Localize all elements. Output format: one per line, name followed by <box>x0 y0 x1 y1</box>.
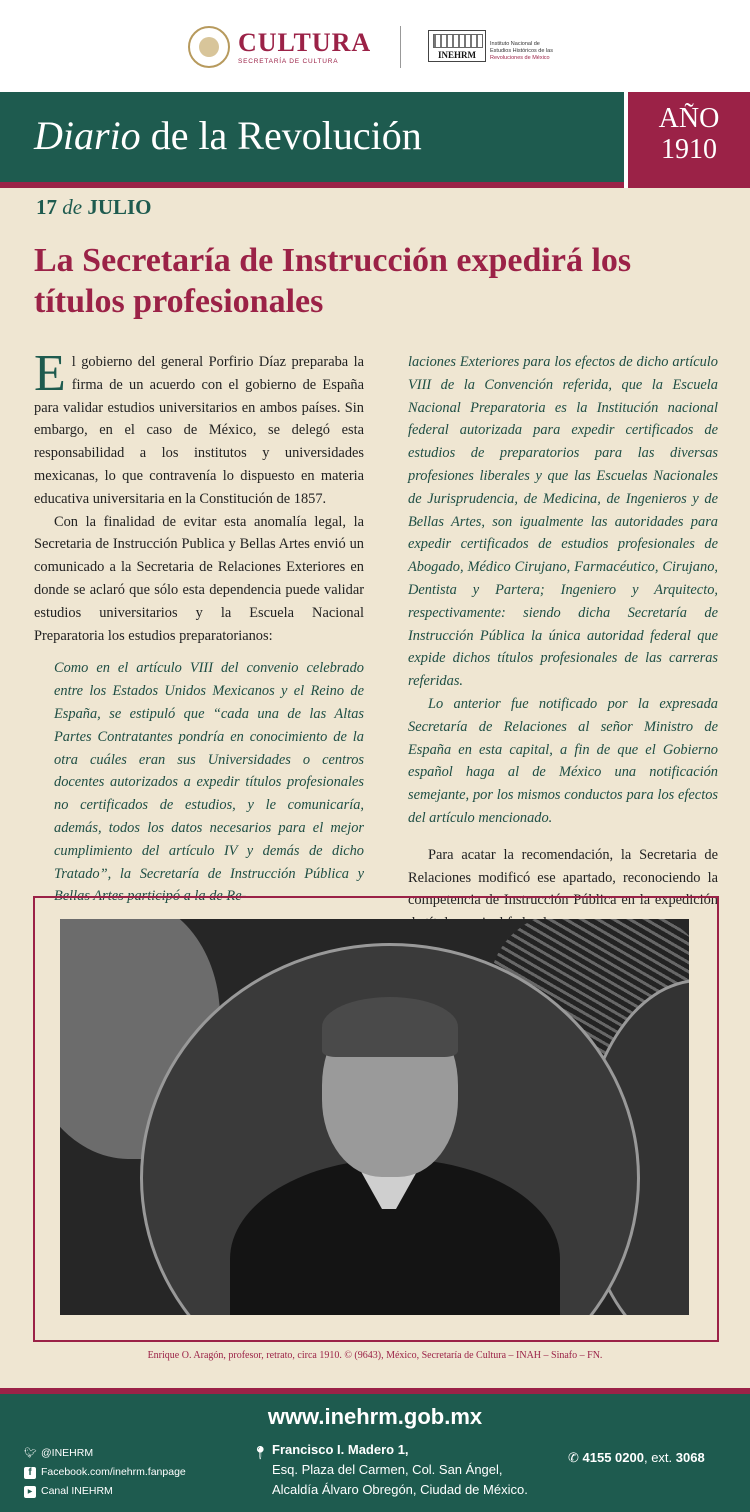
quote-block-1: Como en el artículo VIII del convenio celebrado entre los Estados Unidos Mexicanos y el Reino de España, se estipuló que “cada una de las Altas Partes Contratantes pondría en conocimiento de la otra cuáles eran sus Universidades o centros docentes autorizados a expedir títulos profesionales no certificados de estudios, y le comunicaría, además, todos los datos necesarios para el mejor cumplimiento del artículo IV y demás de dicho Tratado”, la Secretaría de Instrucción Pública y Bellas Artes participó a la de Re- <box>54 660 364 905</box>
inehrm-acronym: INEHRM <box>438 50 476 60</box>
location-pin-icon: 📍︎ <box>252 1445 269 1460</box>
paragraph-3: Para acatar la recomendación, la Secretaria de Relaciones modificó ese apartado, reconociendo la competencia de Instrucción Pública en la expedición <box>408 846 718 909</box>
article-headline: La Secretaría de Instrucción expedirá los títulos profesionales <box>34 242 632 320</box>
quote-block-2: laciones Exteriores para los efectos de dicho artículo VIII de la Convención referida, que la Escuela Nacional Preparatoria es la Institución nacional federal autorizada para expedir certificados de estudios de preparatorios para las diversas profesiones liberales y que las Escuelas Nacionales de Jurisprudencia, de Medicina, de Ingenieros y de Bellas Artes, son igualmente las autoridades para expedir certificados de estudios profesionales de Abogado, Médico Cirujano, Farmacéutico, Cirujano, Dentista y Partera; Ingeniero y Arquitecto, respectivamente: siendo dicha Secretaría de Instrucción Pública la única autoridad federal que expide dichos títulos profesionales de las carreras referidas. <box>408 354 718 690</box>
inehrm-building-icon <box>428 30 486 62</box>
year-label: AÑO <box>658 103 720 134</box>
year-value: 1910 <box>661 134 717 165</box>
facebook-link[interactable]: f Facebook.com/inehrm.fanpage <box>24 1463 186 1482</box>
year-badge <box>624 92 750 188</box>
cultura-subtitle: SECRETARÍA DE CULTURA <box>238 57 339 65</box>
paragraph-2: Con la finalidad de evitar esta anomalía legal, la Secretaria de Instrucción Publica y Bellas Artes envió un comunicado a la Secretaria de Relaciones Exteriores en donde se aclaró que sólo esta dependencia puede validar estudios universitarios y la Escuela Nacional Preparatoria los estudios preparatorianos: <box>34 513 364 644</box>
publication-title: Diario de la Revolución <box>34 113 422 158</box>
cultura-logo[interactable] <box>188 26 371 68</box>
twitter-icon: 🐦︎ <box>24 1447 37 1459</box>
drop-cap: E <box>34 345 66 402</box>
facebook-icon: f <box>24 1467 36 1479</box>
youtube-icon: ▶ <box>24 1486 36 1498</box>
portrait-photo <box>60 919 689 1315</box>
website-link[interactable]: www.inehrm.gob.mx <box>267 1404 483 1429</box>
logo-divider <box>400 26 401 68</box>
eagle-emblem-icon <box>188 26 230 68</box>
article-column-left <box>34 345 364 908</box>
article-date: 17 de JULIO <box>36 195 152 219</box>
social-links <box>24 1444 186 1501</box>
top-header <box>0 0 750 92</box>
paragraph-1: El gobierno del general Porfirio Díaz preparaba la firma de un acuerdo con el gobierno de España para validar estudios universitarios en ambos países. Sin embargo, en el caso de México, se delegó esta responsabilidad a los institutos y universidades mexicanas, lo que contravenía lo dispuesto en materia educativa universitaria en la Constitución de 1857. <box>34 345 364 507</box>
cultura-wordmark: CULTURA <box>238 27 372 57</box>
photo-caption: Enrique O. Aragón, profesor, retrato, circa 1910. © (9643), México, Secretaría de Cultura – INAH – Sinafo – FN. <box>147 1350 603 1361</box>
inehrm-fullname: Instituto Nacional de Estudios Históricos de las Revoluciones de México <box>490 41 553 61</box>
inehrm-logo[interactable] <box>428 30 553 62</box>
twitter-link[interactable]: 🐦︎ @INEHRM <box>24 1447 94 1459</box>
phone-icon: ✆ <box>568 1450 583 1465</box>
article-column-right <box>408 351 718 935</box>
youtube-link[interactable]: ▶ Canal INEHRM <box>24 1482 186 1501</box>
phone-number[interactable]: ✆ 4155 0200, ext. 3068 <box>568 1450 705 1465</box>
address: 📍︎ Francisco I. Madero 1, Esq. Plaza del Carmen, Col. San Ángel, Alcaldía Álvaro Obregón, Ciudad de México. <box>252 1442 528 1497</box>
quote-block-3: Lo anterior fue notificado por la expresada Secretaría de Relaciones al señor Ministro de España en esta capital, a fin de que el Gobierno español haga al de México una notificación semejante, por los mismos conductos para los efectos del artículo mencionado. <box>408 695 718 826</box>
